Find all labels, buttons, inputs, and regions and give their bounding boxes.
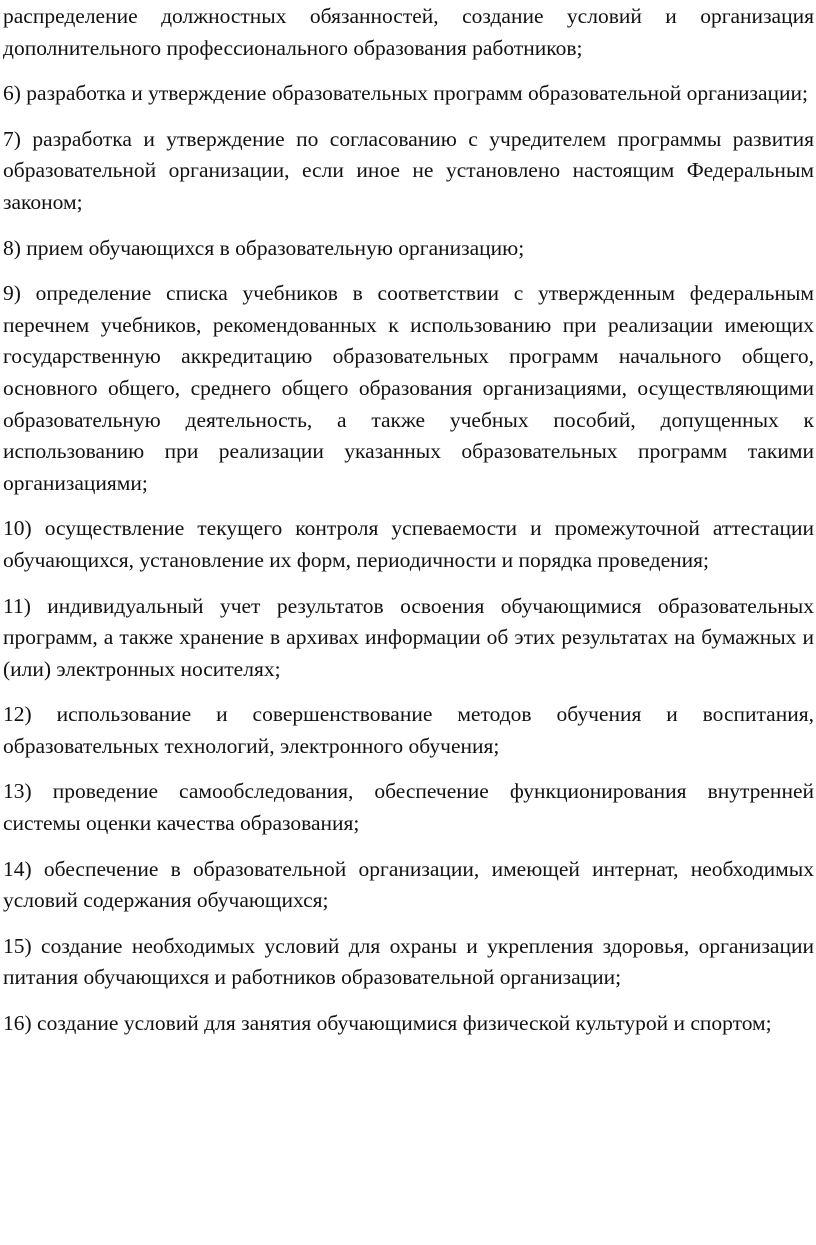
paragraph-item-6: 6) разработка и утверждение образовательных программ образовательной организации; <box>3 81 808 106</box>
paragraph-item-16: 16) создание условий для занятия обучающимися физической культурой и спортом; <box>3 1011 772 1036</box>
paragraph-item-7: 7) разработка и утверждение по согласованию с учредителем программы развития образовательной организации, если иное не установлено настоящим Федеральным законом; <box>3 126 814 214</box>
paragraph-duties-continuation: распределение должностных обязанностей, создание условий и организация дополнительного профессионального образования работников; <box>3 4 814 60</box>
paragraph-item-15: 15) создание необходимых условий для охраны и укрепления здоровья, организации питания обучающихся и работников образовательной организации; <box>3 933 814 990</box>
paragraph-item-12: 12) использование и совершенствование методов обучения и воспитания, образовательных технологий, электронного обучения; <box>3 702 814 758</box>
paragraph-item-9: 9) определение списка учебников в соответствии с утвержденным федеральным перечнем учебников, рекомендованных к использованию при реализации имеющих государственную аккредитацию образовательных программ начального общего, основного общего, среднего общего образования организациями, осуществляющими образовательную деятельность, а также учебных пособий, допущенных к использованию при реализации указанных образовательных программ такими организациями; <box>3 281 814 495</box>
paragraph-item-13: 13) проведение самообследования, обеспечение функционирования внутренней системы оценки качества образования; <box>3 779 814 836</box>
paragraph-item-10: 10) осуществление текущего контроля успеваемости и промежуточной аттестации обучающихся, установление их форм, периодичности и порядка проведения; <box>3 516 814 572</box>
paragraph-item-14: 14) обеспечение в образовательной организации, имеющей интернат, необходимых условий содержания обучающихся; <box>3 856 814 913</box>
paragraph-item-8: 8) прием обучающихся в образовательную организацию; <box>3 235 525 260</box>
paragraph-item-11: 11) индивидуальный учет результатов освоения обучающимися образовательных программ, а также хранение в архивах информации об этих результатах на бумажных и (или) электронных носителях; <box>3 593 814 681</box>
